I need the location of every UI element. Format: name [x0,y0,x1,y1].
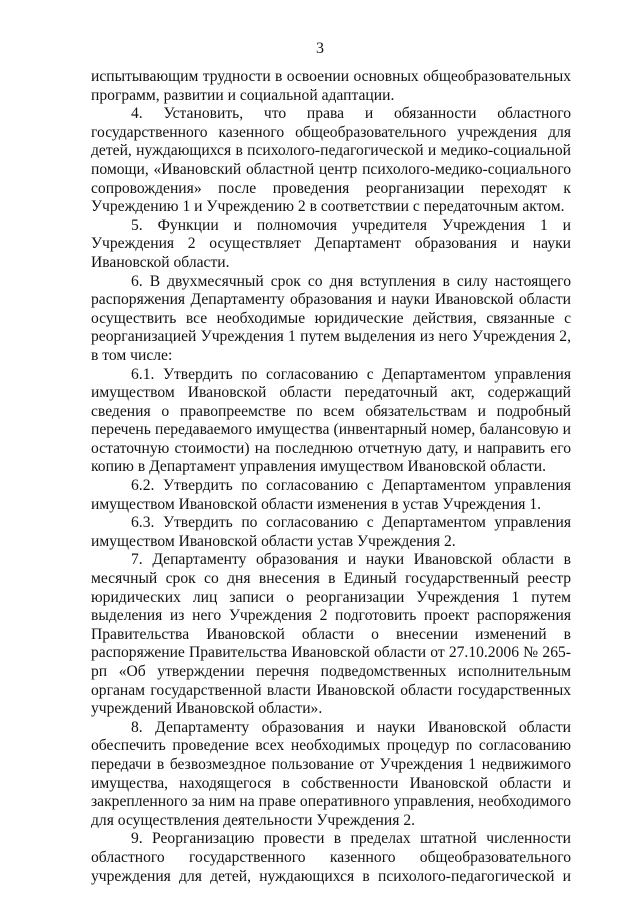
paragraph-4: 4. Установить, что права и обязанности областного государственного казенного общеобразовательного учреждения для детей, нуждающихся в психолого-педагогической и медико-социальной помощи, «Ивановский областной центр психолого-медико-социального сопровождения» после проведения реорганизации переходят к Учреждению 1 и Учреждению 2 в соответствии с передаточным актом. [91,105,571,216]
document-body [91,68,571,886]
paragraph-6-2: 6.2. Утвердить по согласованию с Департаментом управления имуществом Ивановской области изменения в устав Учреждения 1. [91,477,571,513]
paragraph-9: 9. Реорганизацию провести в пределах штатной численности областного государственного казенного общеобразовательного учреждения для детей, нуждающихся в психолого-педагогической и [91,830,571,885]
paragraph-continuation: испытывающим трудности в освоении основных общеобразовательных программ, развитии и социальной адаптации. [91,68,571,104]
paragraph-7: 7. Департаменту образования и науки Ивановской области в месячный срок со дня внесения в Единый государственный реестр юридических лиц записи о реорганизации Учреждения 1 путем выделения из него Учреждения 2 подготовить проект распоряжения Правительства Ивановской области о внесении изменений в распоряжение Правительства Ивановской области от 27.10.2006 № 265-рп «Об утверждении перечня подведомственных исполнительным органам государственной власти Ивановской области государственных учреждений Ивановской области». [91,551,571,718]
paragraph-6-3: 6.3. Утвердить по согласованию с Департаментом управления имуществом Ивановской области устав Учреждения 2. [91,514,571,550]
paragraph-8: 8. Департаменту образования и науки Ивановской области обеспечить проведение всех необходимых процедур по согласованию передачи в безвозмездное пользование от Учреждения 1 недвижимого имущества, находящегося в собственности Ивановской области и закрепленного за ним на праве оперативного управления, необходимого для осуществления деятельности Учреждения 2. [91,718,571,829]
paragraph-6-1: 6.1. Утвердить по согласованию с Департаментом управления имуществом Ивановской области передаточный акт, содержащий сведения о правопреемстве по всем обязательствам и подробный перечень передаваемого имущества (инвентарный номер, балансовую и остаточную стоимости) на последнюю отчетную дату, и направить его копию в Департамент управления имуществом Ивановской области. [91,365,571,476]
paragraph-5: 5. Функции и полномочия учредителя Учреждения 1 и Учреждения 2 осуществляет Департамент образования и науки Ивановской области. [91,216,571,271]
page-number: 3 [316,40,324,57]
paragraph-6: 6. В двухмесячный срок со дня вступления в силу настоящего распоряжения Департаменту образования и науки Ивановской области осуществить все необходимые юридические действия, связанные с реорганизацией Учреждения 1 путем выделения из него Учреждения 2, в том числе: [91,272,571,364]
